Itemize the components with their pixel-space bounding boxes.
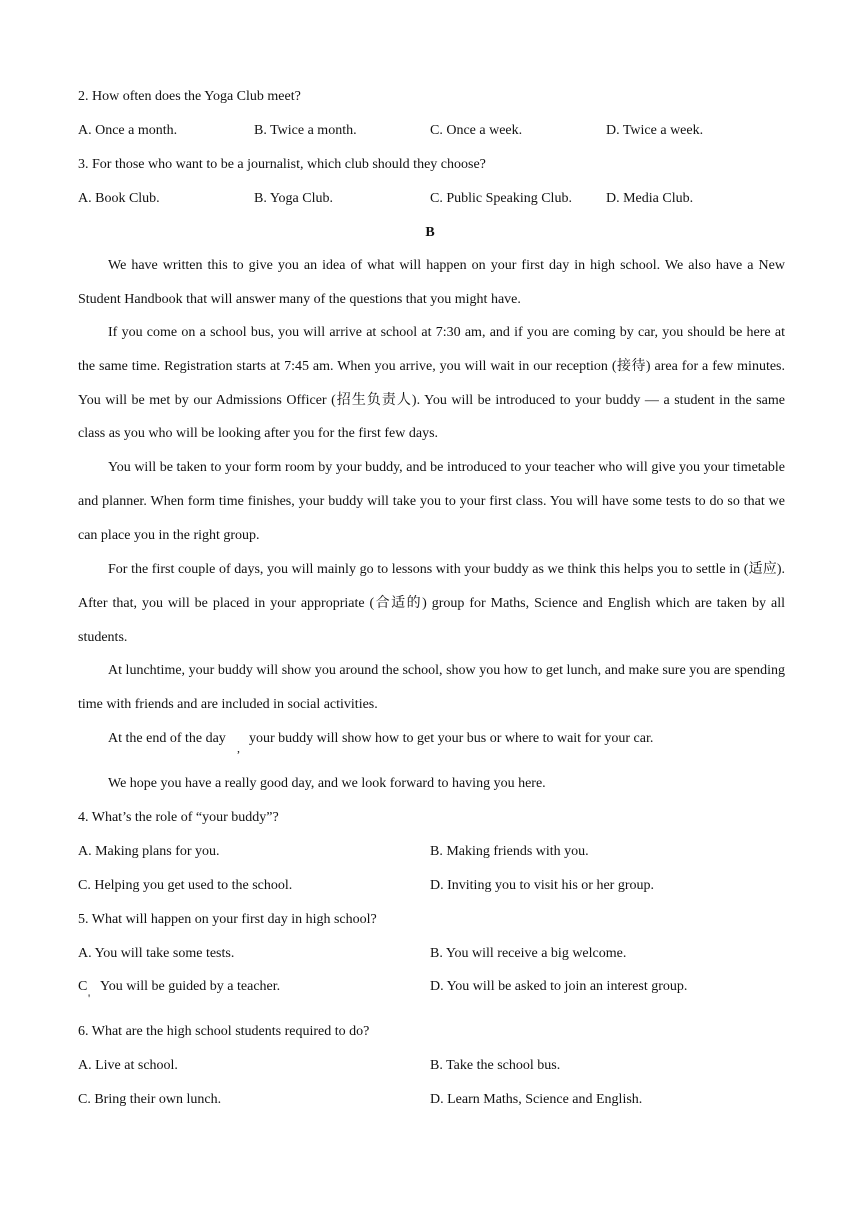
q2-option-c: C. Once a week. xyxy=(430,123,523,138)
q6-option-b: B. Take the school bus. xyxy=(430,1058,561,1073)
passage-paragraph-3: You will be taken to your form room by your buddy, and be introduced to your teacher who will give you your timetable and planner. When form time finishes, your buddy will take you to your first class. You will have some tests to do so that we can place you in the right group. xyxy=(78,460,785,543)
stray-comma-mark: , xyxy=(237,741,240,755)
passage-paragraph-4: For the first couple of days, you will mainly go to lessons with your buddy as we think this helps you to settle in (适应). After that, you will be placed in your appropriate (合适的) group for Maths, Science and English which are taken by all students. xyxy=(78,562,785,645)
q3-option-b: B. Yoga Club. xyxy=(254,191,333,206)
q2-option-d: D. Twice a week. xyxy=(606,123,704,138)
passage-end-of-day-rest: your buddy will show how to get your bus or where to wait for your car. xyxy=(249,731,654,746)
section-title: B xyxy=(425,225,435,240)
passage-closing: We hope you have a really good day, and we look forward to having you here. xyxy=(108,776,546,791)
passage-paragraph-5: At lunchtime, your buddy will show you around the school, show you how to get lunch, and make sure you are spending time with friends and are included in social activities. xyxy=(78,663,785,712)
q4-option-d: D. Inviting you to visit his or her group. xyxy=(430,878,654,893)
q2-option-a: A. Once a month. xyxy=(78,123,178,138)
q6-option-a: A. Live at school. xyxy=(78,1058,178,1073)
q4-option-b: B. Making friends with you. xyxy=(430,844,589,859)
q4-option-c: C. Helping you get used to the school. xyxy=(78,878,293,893)
q5-option-c-letter: C xyxy=(78,979,88,994)
q6-option-c: C. Bring their own lunch. xyxy=(78,1092,222,1107)
q3-option-d: D. Media Club. xyxy=(606,191,694,206)
question-4: 4. What’s the role of “your buddy”? xyxy=(78,810,279,825)
question-5: 5. What will happen on your first day in high school? xyxy=(78,912,377,927)
question-2: 2. How often does the Yoga Club meet? xyxy=(78,89,301,104)
q3-option-c: C. Public Speaking Club. xyxy=(430,191,572,206)
question-6: 6. What are the high school students required to do? xyxy=(78,1024,370,1039)
q5-option-a: A. You will take some tests. xyxy=(78,946,235,961)
passage-paragraph-2: If you come on a school bus, you will arrive at school at 7:30 am, and if you are coming by car, you should be here at the same time. Registration starts at 7:45 am. When you arrive, you will wait in our reception (接待) area for a few minutes. You will be met by our Admissions Officer (招生负责人). You will be introduced to your buddy — a student in the same class as you who will be looking after you for the first few days. xyxy=(78,325,785,442)
question-3: 3. For those who want to be a journalist, which club should they choose? xyxy=(78,157,486,172)
q2-option-b: B. Twice a month. xyxy=(254,123,357,138)
passage-paragraph-1: We have written this to give you an idea of what will happen on your first day in high school. We also have a New Student Handbook that will answer many of the questions that you might have. xyxy=(78,258,785,307)
q5-option-b: B. You will receive a big welcome. xyxy=(430,946,627,961)
q4-option-a: A. Making plans for you. xyxy=(78,844,220,859)
stray-period-mark: ' xyxy=(88,991,91,1005)
q5-option-c-text: You will be guided by a teacher. xyxy=(100,979,281,994)
passage-end-of-day-start: At the end of the day xyxy=(108,731,226,746)
q5-option-d: D. You will be asked to join an interest group. xyxy=(430,979,688,994)
q6-option-d: D. Learn Maths, Science and English. xyxy=(430,1092,643,1107)
q3-option-a: A. Book Club. xyxy=(78,191,160,206)
